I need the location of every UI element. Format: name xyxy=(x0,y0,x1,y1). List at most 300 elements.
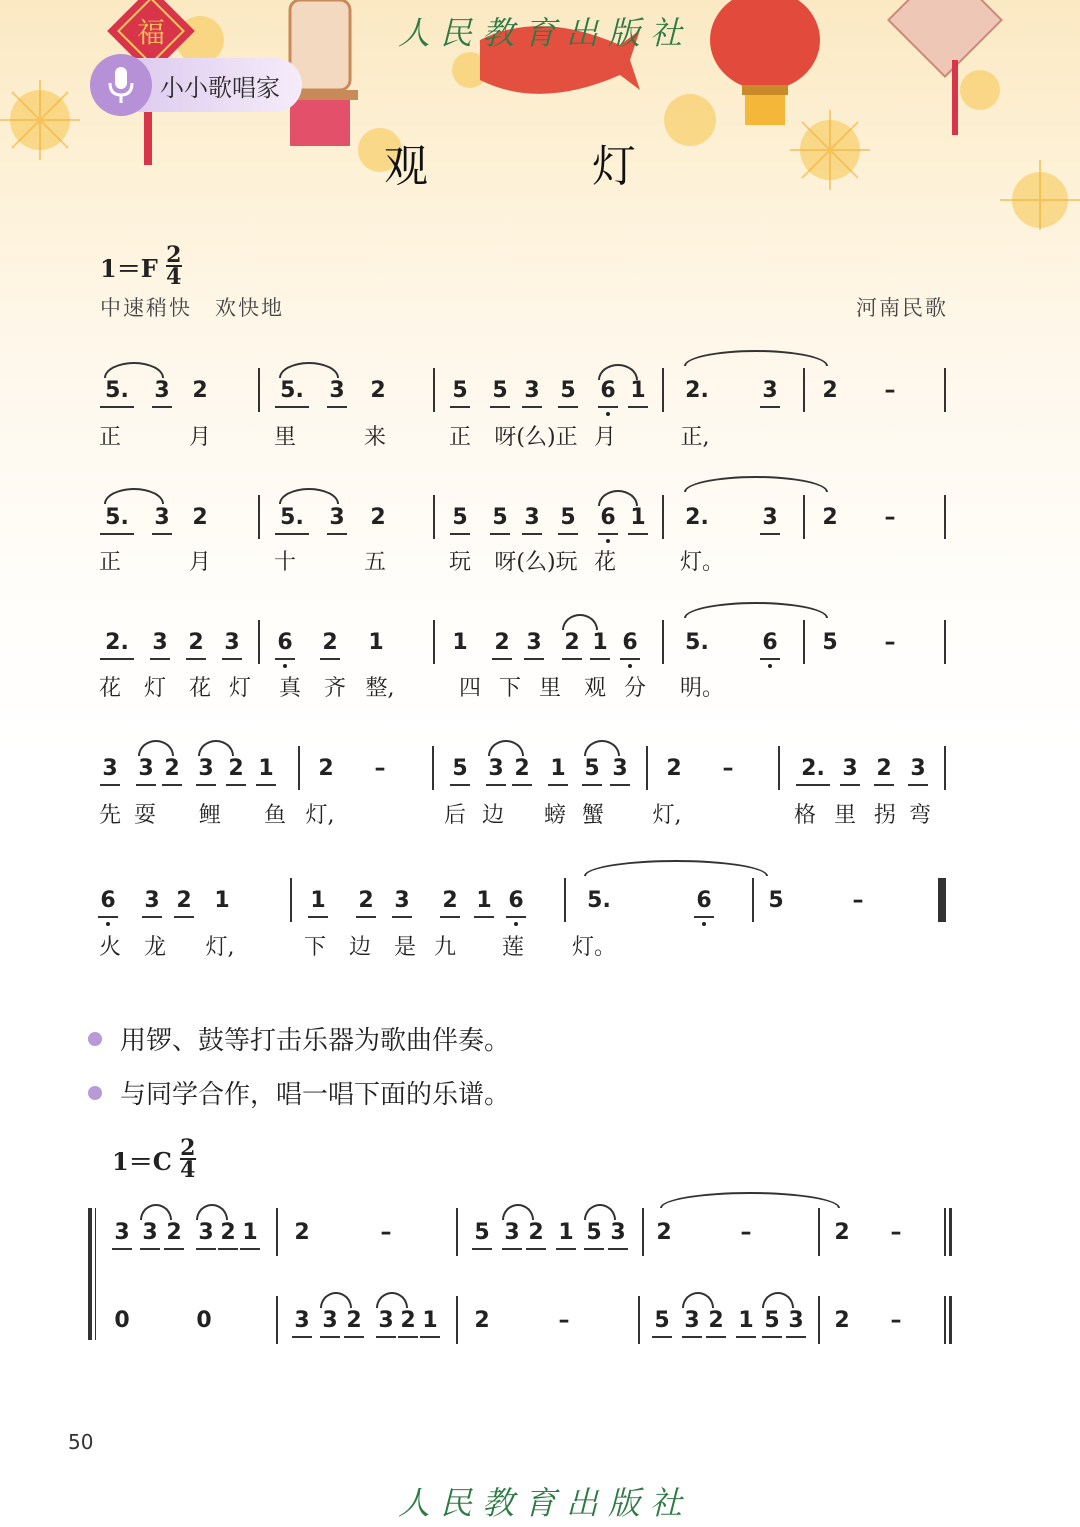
jianpu-note: 3 xyxy=(294,1308,310,1333)
underline-beam xyxy=(590,658,610,660)
jianpu-note: 6 xyxy=(277,630,293,655)
underline-beam xyxy=(490,533,510,535)
lyric-syllable: 呀(么)正 xyxy=(494,425,578,450)
system-bracket xyxy=(95,1208,96,1340)
slur-arc xyxy=(376,1292,408,1308)
underline-beam xyxy=(392,916,412,918)
bar-line xyxy=(662,620,664,664)
jianpu-note: 3 xyxy=(504,1220,520,1245)
lyric-syllable: 十 xyxy=(273,550,296,575)
jianpu-note: 5. xyxy=(685,630,709,655)
bar-line xyxy=(276,1296,278,1344)
lyric-syllable: 明。 xyxy=(680,676,725,701)
jianpu-note: 6 xyxy=(508,888,524,913)
bar-line xyxy=(258,495,260,539)
underline-beam xyxy=(840,784,860,786)
bar-line xyxy=(944,1208,946,1256)
slur-arc xyxy=(762,1292,794,1308)
jianpu-note: 5 xyxy=(452,505,468,530)
underline-beam xyxy=(308,916,328,918)
bar-line xyxy=(778,746,780,790)
jianpu-note: 3 xyxy=(684,1308,700,1333)
jianpu-note: 2 xyxy=(514,756,530,781)
jianpu-note: 5 xyxy=(452,378,468,403)
jianpu-note: 1 xyxy=(242,1220,258,1245)
bar-line xyxy=(258,368,260,412)
underline-beam xyxy=(218,1248,238,1250)
bar-line xyxy=(432,746,434,790)
jianpu-note: 3 xyxy=(138,756,154,781)
jianpu-note: 2 xyxy=(822,505,838,530)
underline-beam xyxy=(760,406,780,408)
underline-beam xyxy=(620,658,640,660)
jianpu-note: 1 xyxy=(476,888,492,913)
slur-arc xyxy=(140,1204,172,1220)
bar-line xyxy=(258,620,260,664)
lyric-syllable: 灯。 xyxy=(680,550,725,575)
time-denominator: 4 xyxy=(166,264,182,290)
lyric-syllable: 螃 xyxy=(543,803,566,828)
jianpu-note: 2 xyxy=(834,1308,850,1333)
underline-beam xyxy=(112,1248,132,1250)
jianpu-note: – xyxy=(722,756,734,781)
underline-beam xyxy=(786,1336,806,1338)
lyric-syllable: 拐 xyxy=(873,803,896,828)
lyric-syllable: 灯 xyxy=(143,676,166,701)
jianpu-note: 3 xyxy=(762,505,778,530)
jianpu-note: 3 xyxy=(154,505,170,530)
jianpu-note: 2 xyxy=(876,756,892,781)
time-denominator: 4 xyxy=(180,1157,196,1183)
low-octave-dot xyxy=(283,664,287,668)
underline-beam xyxy=(472,1248,492,1250)
underline-beam xyxy=(608,1248,628,1250)
bar-line xyxy=(818,1208,820,1256)
tempo-marking: 中速稍快 欢快地 xyxy=(100,296,284,320)
underline-beam xyxy=(736,1336,756,1338)
time-numerator: 2 xyxy=(180,1135,196,1161)
jianpu-note: 2 xyxy=(164,756,180,781)
jianpu-note: 3 xyxy=(526,630,542,655)
underline-beam xyxy=(610,784,630,786)
exercise-key-label: 1＝C xyxy=(112,1146,172,1176)
jianpu-note: 6 xyxy=(100,888,116,913)
jianpu-note: 3 xyxy=(198,756,214,781)
jianpu-note: 5. xyxy=(105,378,129,403)
bar-line xyxy=(646,746,648,790)
jianpu-note: 2 xyxy=(528,1220,544,1245)
jianpu-note: 3 xyxy=(329,378,345,403)
underline-beam xyxy=(292,1336,312,1338)
underline-beam xyxy=(320,658,340,660)
jianpu-note: 3 xyxy=(102,756,118,781)
bar-line xyxy=(564,878,566,922)
lyric-syllable: 月 xyxy=(188,425,211,450)
jianpu-note: 5. xyxy=(587,888,611,913)
jianpu-note: 2. xyxy=(685,505,709,530)
underline-beam xyxy=(474,916,494,918)
underline-beam xyxy=(136,784,156,786)
underline-beam xyxy=(356,916,376,918)
underline-beam xyxy=(398,1336,418,1338)
bar-line xyxy=(752,878,754,922)
jianpu-note: 2 xyxy=(188,630,204,655)
bar-line xyxy=(433,620,435,664)
jianpu-note: 2 xyxy=(192,378,208,403)
underline-beam xyxy=(760,533,780,535)
underline-beam xyxy=(327,406,347,408)
lyric-syllable: 月 xyxy=(188,550,211,575)
jianpu-note: 6 xyxy=(600,378,616,403)
lyric-syllable: 花 xyxy=(188,676,211,701)
jianpu-note: 5 xyxy=(492,505,508,530)
jianpu-note: 2 xyxy=(318,756,334,781)
underline-beam xyxy=(164,1248,184,1250)
lyric-syllable: 玩 xyxy=(448,550,471,575)
jianpu-note: – xyxy=(884,505,896,530)
underline-beam xyxy=(526,1248,546,1250)
bullet-icon xyxy=(88,1086,102,1100)
lyric-syllable: 是 xyxy=(393,935,416,960)
underline-beam xyxy=(450,784,470,786)
lyric-syllable: 灯 xyxy=(228,676,251,701)
jianpu-note: – xyxy=(852,888,864,913)
jianpu-note: 1 xyxy=(452,630,468,655)
underline-beam xyxy=(628,406,648,408)
bar-line xyxy=(662,368,664,412)
bar-line xyxy=(642,1208,644,1256)
underline-beam xyxy=(486,784,506,786)
jianpu-note: 3 xyxy=(142,1220,158,1245)
underline-beam xyxy=(98,916,118,918)
lyric-syllable: 蟹 xyxy=(581,803,604,828)
song-title: 观 灯 xyxy=(384,141,696,192)
lyric-syllable: 正, xyxy=(680,425,710,450)
jianpu-note: 6 xyxy=(762,630,778,655)
jianpu-note: – xyxy=(890,1308,902,1333)
jianpu-note: 2 xyxy=(822,378,838,403)
jianpu-note: 1 xyxy=(310,888,326,913)
bar-line xyxy=(944,495,946,539)
activity-item xyxy=(88,1020,510,1057)
low-octave-dot xyxy=(106,922,110,926)
underline-beam xyxy=(327,533,347,535)
jianpu-note: 3 xyxy=(610,1220,626,1245)
jianpu-note: 1 xyxy=(214,888,230,913)
jianpu-note: 5 xyxy=(768,888,784,913)
lyric-syllable: 格 xyxy=(793,803,816,828)
underline-beam xyxy=(100,658,134,660)
jianpu-note: 5. xyxy=(105,505,129,530)
lyric-syllable: 月 xyxy=(593,425,616,450)
jianpu-note: 6 xyxy=(600,505,616,530)
lyric-syllable: 九 xyxy=(433,935,456,960)
jianpu-note: – xyxy=(380,1220,392,1245)
jianpu-note: 1 xyxy=(630,505,646,530)
slur-arc xyxy=(584,1204,616,1220)
lyric-syllable: 里 xyxy=(538,676,561,701)
section-badge xyxy=(90,58,302,112)
lyric-syllable: 观 xyxy=(583,676,606,701)
jianpu-note: – xyxy=(374,756,386,781)
underline-beam xyxy=(522,406,542,408)
bar-line xyxy=(944,368,946,412)
jianpu-note: 1 xyxy=(258,756,274,781)
jianpu-note: 2. xyxy=(105,630,129,655)
underline-beam xyxy=(598,533,618,535)
slur-arc xyxy=(196,1204,228,1220)
jianpu-note: 2 xyxy=(220,1220,236,1245)
jianpu-note: 2 xyxy=(474,1308,490,1333)
jianpu-note: 5 xyxy=(586,1220,602,1245)
underline-beam xyxy=(222,658,242,660)
underline-beam xyxy=(582,784,602,786)
jianpu-note: 5 xyxy=(822,630,838,655)
jianpu-note: 3 xyxy=(154,378,170,403)
jianpu-note: 3 xyxy=(322,1308,338,1333)
slur-arc xyxy=(502,1204,534,1220)
underline-beam xyxy=(196,784,216,786)
jianpu-note: 3 xyxy=(612,756,628,781)
jianpu-note: 2 xyxy=(370,378,386,403)
lyric-syllable: 齐 xyxy=(323,676,346,701)
jianpu-note: 2 xyxy=(294,1220,310,1245)
underline-beam xyxy=(450,533,470,535)
underline-beam xyxy=(140,1248,160,1250)
jianpu-note: 2 xyxy=(346,1308,362,1333)
key-signature xyxy=(100,242,182,290)
jianpu-note: 2 xyxy=(228,756,244,781)
publisher-logo-bottom: 人民教育出版社 xyxy=(398,1484,693,1522)
lyric-syllable: 下 xyxy=(498,676,521,701)
repeat-bar-line xyxy=(949,1208,952,1256)
slur-arc xyxy=(660,1192,840,1208)
underline-beam xyxy=(682,1336,702,1338)
low-octave-dot xyxy=(606,539,610,543)
low-octave-dot xyxy=(606,412,610,416)
lyric-syllable: 花 xyxy=(593,550,616,575)
jianpu-note: 3 xyxy=(152,630,168,655)
underline-beam xyxy=(440,916,460,918)
underline-beam xyxy=(152,533,172,535)
jianpu-note: 5 xyxy=(584,756,600,781)
lyric-syllable: 龙 xyxy=(143,935,166,960)
lyric-syllable: 后 xyxy=(443,803,466,828)
underline-beam xyxy=(150,658,170,660)
underline-beam xyxy=(506,916,526,918)
badge-label: 小小歌唱家 xyxy=(160,73,280,102)
underline-beam xyxy=(558,533,578,535)
jianpu-note: 2 xyxy=(322,630,338,655)
bar-line xyxy=(456,1208,458,1256)
lyric-syllable: 灯, xyxy=(205,935,235,960)
jianpu-note: 2 xyxy=(176,888,192,913)
underline-beam xyxy=(100,406,134,408)
lyric-syllable: 下 xyxy=(303,935,326,960)
bar-line xyxy=(298,746,300,790)
underline-beam xyxy=(558,406,578,408)
jianpu-note: 3 xyxy=(842,756,858,781)
low-octave-dot xyxy=(768,664,772,668)
lyric-syllable: 正 xyxy=(98,425,121,450)
activity-text: 用锣、鼓等打击乐器为歌曲伴奏。 xyxy=(120,1026,511,1056)
jianpu-note: 5 xyxy=(764,1308,780,1333)
lyric-syllable: 里 xyxy=(273,425,296,450)
page-number: 50 xyxy=(68,1430,94,1454)
lyric-syllable: 四 xyxy=(458,676,481,701)
lyric-syllable: 来 xyxy=(363,425,386,450)
jianpu-note: 3 xyxy=(198,1220,214,1245)
lyric-syllable: 灯。 xyxy=(572,935,617,960)
underline-beam xyxy=(874,784,894,786)
underline-beam xyxy=(376,1336,396,1338)
exercise-key-signature xyxy=(112,1135,196,1183)
jianpu-note: 3 xyxy=(144,888,160,913)
underline-beam xyxy=(320,1336,340,1338)
jianpu-note: 2 xyxy=(656,1220,672,1245)
lyric-syllable: 先 xyxy=(98,803,121,828)
jianpu-note: 3 xyxy=(762,378,778,403)
bar-line xyxy=(803,495,805,539)
underline-beam xyxy=(100,784,120,786)
low-octave-dot xyxy=(702,922,706,926)
bar-line xyxy=(456,1296,458,1344)
low-octave-dot xyxy=(628,664,632,668)
bar-line xyxy=(290,878,292,922)
underline-beam xyxy=(420,1336,440,1338)
jianpu-note: 3 xyxy=(394,888,410,913)
underline-beam xyxy=(196,1248,216,1250)
underline-beam xyxy=(174,916,194,918)
jianpu-note: 0 xyxy=(114,1308,130,1333)
bar-line xyxy=(433,495,435,539)
svg-text:福: 福 xyxy=(136,16,166,49)
lyric-syllable: 鲤 xyxy=(198,803,221,828)
microphone-icon xyxy=(90,54,152,116)
jianpu-note: 2 xyxy=(400,1308,416,1333)
underline-beam xyxy=(344,1336,364,1338)
lyric-syllable: 正 xyxy=(98,550,121,575)
exercise-time-signature xyxy=(180,1135,196,1183)
bar-line xyxy=(944,1296,946,1344)
jianpu-note: – xyxy=(884,378,896,403)
jianpu-note: 5 xyxy=(492,378,508,403)
lyric-syllable: 真 xyxy=(278,676,301,701)
underline-beam xyxy=(142,916,162,918)
jianpu-note: 3 xyxy=(524,505,540,530)
jianpu-note: 1 xyxy=(558,1220,574,1245)
jianpu-note: – xyxy=(884,630,896,655)
underline-beam xyxy=(762,1336,782,1338)
underline-beam xyxy=(628,533,648,535)
underline-beam xyxy=(760,658,780,660)
jianpu-note: 3 xyxy=(910,756,926,781)
bar-line xyxy=(944,620,946,664)
jianpu-note: 3 xyxy=(488,756,504,781)
jianpu-note: 1 xyxy=(592,630,608,655)
bar-line xyxy=(276,1208,278,1256)
jianpu-note: 6 xyxy=(622,630,638,655)
jianpu-note: 5 xyxy=(474,1220,490,1245)
jianpu-note: 5 xyxy=(654,1308,670,1333)
jianpu-note: 6 xyxy=(696,888,712,913)
jianpu-note: 1 xyxy=(422,1308,438,1333)
jianpu-note: 2. xyxy=(685,378,709,403)
bullet-icon xyxy=(88,1032,102,1046)
lyric-syllable: 五 xyxy=(363,550,386,575)
bar-line xyxy=(433,368,435,412)
jianpu-note: 2 xyxy=(166,1220,182,1245)
jianpu-note: 5 xyxy=(560,378,576,403)
key-label: 1＝F xyxy=(100,253,158,283)
jianpu-note: – xyxy=(890,1220,902,1245)
lyric-syllable: 分 xyxy=(623,676,646,701)
underline-beam xyxy=(598,406,618,408)
bar-line xyxy=(803,368,805,412)
jianpu-note: – xyxy=(740,1220,752,1245)
jianpu-note: 3 xyxy=(524,378,540,403)
lyric-syllable: 鱼 xyxy=(263,803,286,828)
bar-line xyxy=(662,495,664,539)
underline-beam xyxy=(584,1248,604,1250)
underline-beam xyxy=(512,784,532,786)
underline-beam xyxy=(796,784,830,786)
underline-beam xyxy=(908,784,928,786)
song-origin: 河南民歌 xyxy=(856,296,948,320)
underline-beam xyxy=(490,406,510,408)
jianpu-note: 5 xyxy=(560,505,576,530)
time-signature xyxy=(166,242,182,290)
jianpu-note: 1 xyxy=(550,756,566,781)
system-bracket xyxy=(88,1208,92,1340)
lyric-syllable: 里 xyxy=(833,803,856,828)
underline-beam xyxy=(256,784,276,786)
low-octave-dot xyxy=(514,922,518,926)
lyric-syllable: 火 xyxy=(98,935,121,960)
jianpu-note: 3 xyxy=(788,1308,804,1333)
jianpu-note: 2. xyxy=(801,756,825,781)
underline-beam xyxy=(492,658,512,660)
lyric-syllable: 呀(么)玩 xyxy=(494,550,578,575)
underline-beam xyxy=(562,658,582,660)
underline-beam xyxy=(652,1336,672,1338)
final-bar-line xyxy=(942,878,946,922)
lyric-syllable: 边 xyxy=(481,803,504,828)
jianpu-note: – xyxy=(558,1308,570,1333)
activity-text: 与同学合作，唱一唱下面的乐谱。 xyxy=(120,1080,511,1110)
jianpu-note: 1 xyxy=(738,1308,754,1333)
publisher-logo-top: 人民教育出版社 xyxy=(398,14,693,52)
underline-beam xyxy=(152,406,172,408)
slur-arc xyxy=(320,1292,352,1308)
underline-beam xyxy=(275,406,309,408)
lyric-syllable: 耍 xyxy=(133,803,156,828)
underline-beam xyxy=(275,533,309,535)
underline-beam xyxy=(162,784,182,786)
underline-beam xyxy=(556,1248,576,1250)
jianpu-note: 2 xyxy=(358,888,374,913)
lyric-syllable: 弯 xyxy=(908,803,931,828)
underline-beam xyxy=(548,784,568,786)
jianpu-note: 3 xyxy=(329,505,345,530)
lyric-syllable: 灯, xyxy=(652,803,682,828)
lyric-syllable: 整, xyxy=(365,676,395,701)
underline-beam xyxy=(524,658,544,660)
bar-line xyxy=(638,1296,640,1344)
jianpu-note: 0 xyxy=(196,1308,212,1333)
lyric-syllable: 边 xyxy=(348,935,371,960)
jianpu-note: 3 xyxy=(224,630,240,655)
